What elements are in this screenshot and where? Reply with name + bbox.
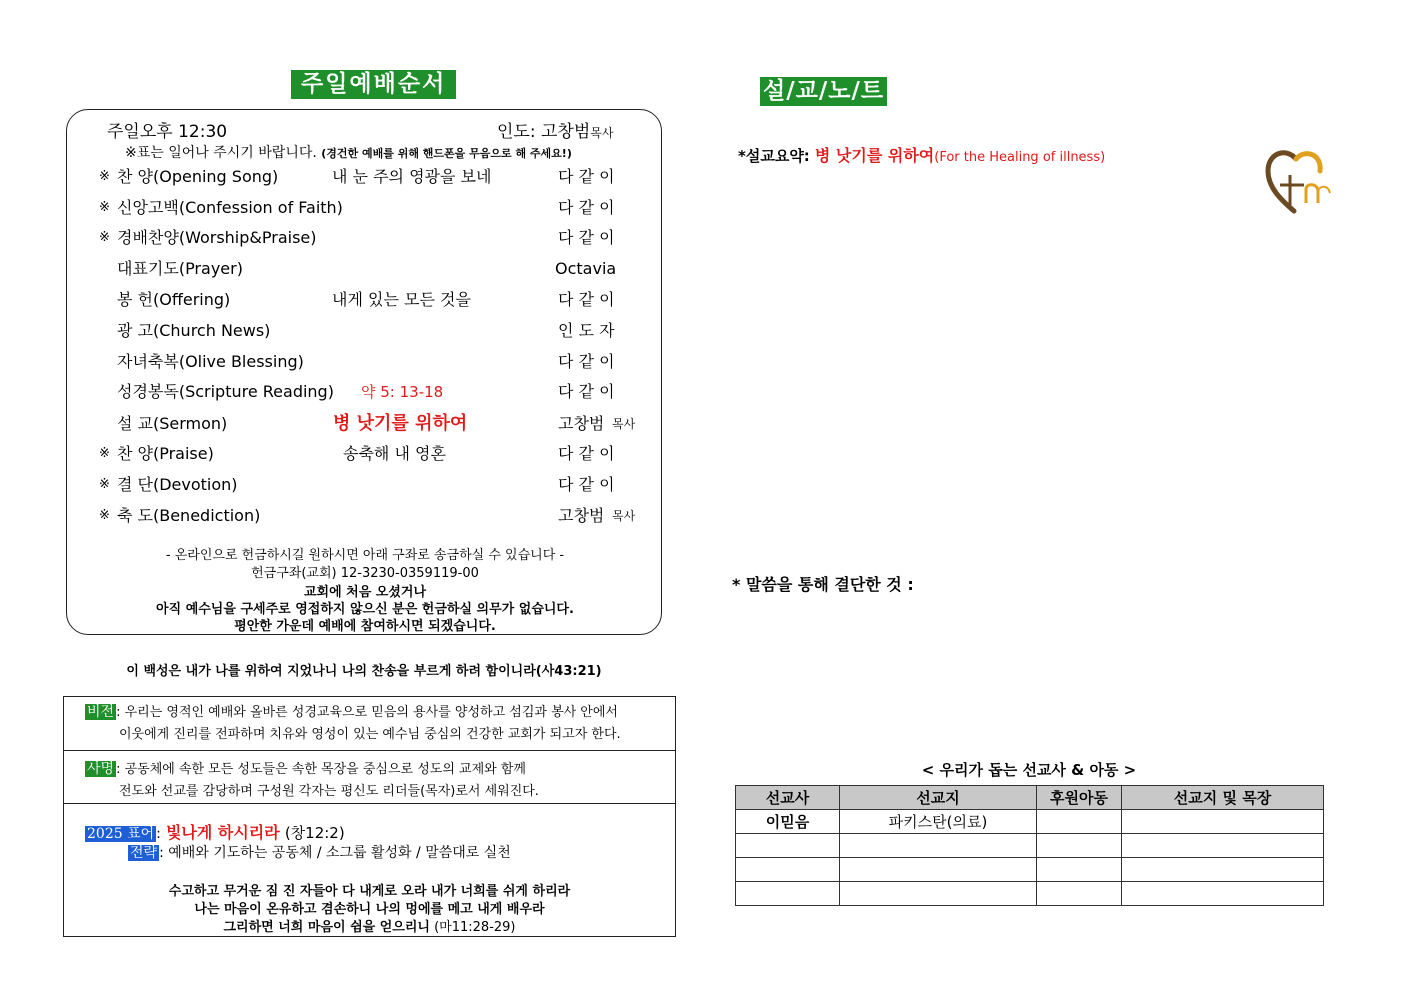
motto-ref: (창12:2) [284, 824, 345, 842]
order-item [67, 257, 663, 281]
first-visit-line-2: 아직 예수님을 구세주로 영접하지 않으신 분은 헌금하실 의무가 없습니다. [156, 602, 574, 617]
order-item-leader: 다 같 이 [558, 167, 615, 186]
closing-text-3: 그리하면 너희 마음이 쉼을 얻으리니 [223, 920, 430, 935]
missionary-table-wrap [735, 785, 1324, 906]
order-item-name: 찬 양(Opening Song) [117, 167, 279, 186]
order-item-leader: 다 같 이 [558, 290, 615, 309]
table-cell [1122, 882, 1324, 906]
first-visit-line-1: 교회에 처음 오셨거나 [303, 585, 427, 600]
strategy-label: 전략 [130, 845, 158, 861]
order-item-leader: 다 같 이 [558, 382, 615, 401]
missionary-title: < 우리가 돕는 선교사 & 아동 > [921, 761, 1137, 779]
order-item [67, 288, 663, 312]
order-item-detail: 내게 있는 모든 것을 [332, 290, 471, 309]
table-cell [1037, 810, 1122, 834]
motto-label: 2025 표어 [87, 826, 155, 842]
standing-mark: ※ [99, 200, 110, 215]
standing-mark: ※ [99, 446, 110, 461]
order-item-name: 경배찬양(Worship&Praise) [117, 228, 317, 247]
order-item-name: 봉 헌(Offering) [117, 290, 231, 309]
standing-mark: ※ [99, 169, 110, 184]
order-item [67, 350, 663, 374]
table-cell [736, 858, 840, 882]
order-item-name: 찬 양(Praise) [117, 444, 214, 463]
mission-line-2: 전도와 선교를 감당하며 구성원 각자는 평신도 리더들(목자)로서 세워진다. [119, 784, 539, 799]
table-header-row [736, 786, 1324, 810]
order-item-detail: 약 5: 13-18 [361, 383, 444, 401]
motto-colon: : [156, 826, 161, 842]
order-item-leader: Octavia [555, 259, 617, 278]
order-item-name: 자녀축복(Olive Blessing) [117, 352, 304, 371]
summary-en: (For the Healing of illness) [934, 150, 1106, 165]
vision-line-1 [85, 701, 618, 721]
table-cell [1122, 834, 1324, 858]
table-cell [840, 882, 1037, 906]
table-cell [1122, 810, 1324, 834]
order-item-leader: 고창범 [558, 414, 605, 433]
col-field-and-mokjang: 선교지 및 목장 [1122, 786, 1324, 810]
order-item-detail: 병 낫기를 위하여 [333, 413, 468, 434]
vision-label: 비전 [87, 704, 115, 720]
motto-line [85, 820, 345, 843]
table-cell: 이믿음 [736, 810, 840, 834]
stand-note: ※표는 일어나 주시기 바랍니다. [125, 145, 317, 161]
summary-title: 병 낫기를 위하여 [814, 146, 935, 165]
stand-note-line [125, 142, 572, 162]
standing-mark: ※ [99, 508, 110, 523]
key-verse: 이 백성은 내가 나를 위하여 지었나니 나의 찬송을 부르게 하려 함이니라(사43:21) [126, 664, 602, 679]
sermon-summary [738, 143, 1105, 166]
strategy-text: : 예배와 기도하는 공동체 / 소그룹 활성화 / 말씀대로 실천 [159, 845, 511, 861]
vision-line-2: 이웃에게 진리를 전파하며 치유와 영성이 있는 예수님 중심의 건강한 교회가 되고자 한다. [119, 727, 621, 742]
table-row [736, 810, 1324, 834]
order-item [67, 412, 663, 436]
table-cell [1122, 858, 1324, 882]
closing-ref: (마11:28-29) [434, 920, 516, 935]
first-visit-line-3: 평안한 가운데 예배에 참여하시면 되겠습니다. [234, 619, 496, 634]
table-row [736, 882, 1324, 906]
order-item-leader: 고창범 [558, 506, 605, 525]
strategy-line [128, 842, 511, 862]
table-cell: 파키스탄(의료) [840, 810, 1037, 834]
table-cell [1037, 834, 1122, 858]
leader [497, 117, 613, 142]
order-item-leader: 다 같 이 [558, 444, 615, 463]
phone-note: (경건한 예배를 위해 핸드폰을 무음으로 해 주세요!) [321, 147, 572, 160]
order-item-leader: 인 도 자 [558, 321, 615, 340]
table-row [736, 834, 1324, 858]
order-item [67, 473, 663, 497]
online-note: - 온라인으로 헌금하시길 원하시면 아래 구좌로 송금하실 수 있습니다 - [165, 548, 565, 563]
table-cell [840, 834, 1037, 858]
worship-order-box [66, 109, 662, 635]
vision-box [63, 696, 676, 751]
order-item-detail: 송축해 내 영혼 [343, 444, 446, 463]
leader-name: 고창범 [540, 122, 591, 142]
order-item-name: 성경봉독(Scripture Reading) [117, 382, 334, 401]
order-item-leader: 다 같 이 [558, 228, 615, 247]
order-item [67, 226, 663, 250]
closing-line-2: 나는 마음이 온유하고 겸손하니 나의 멍에를 메고 내게 배우라 [194, 902, 545, 917]
mission-box [63, 750, 676, 804]
order-item-name: 축 도(Benediction) [117, 506, 261, 525]
order-item [67, 165, 663, 189]
order-item [67, 196, 663, 220]
motto-text: 빛나게 하시리라 [165, 823, 280, 842]
order-item [67, 319, 663, 343]
worship-order-title: 주일예배순서 [291, 70, 456, 99]
order-item-leader-suffix: 목사 [612, 417, 636, 431]
order-item-name: 설 교(Sermon) [117, 414, 228, 433]
table-cell [840, 858, 1037, 882]
col-mission-field: 선교지 [840, 786, 1037, 810]
standing-mark: ※ [99, 477, 110, 492]
church-logo-icon [1262, 145, 1334, 215]
vision-text-1: : 우리는 영적인 예배와 올바른 성경교육으로 믿음의 용사를 양성하고 섬김과 봉사 안에서 [116, 705, 618, 720]
table-cell [1037, 882, 1122, 906]
mission-label: 사명 [87, 761, 115, 777]
summary-label: *설교요약: [738, 147, 810, 165]
order-item [67, 380, 663, 404]
order-item-leader: 다 같 이 [558, 198, 615, 217]
closing-line-1: 수고하고 무거운 짐 진 자들아 다 내게로 오라 내가 너희를 쉬게 하리라 [168, 884, 571, 899]
order-item-leader: 다 같 이 [558, 475, 615, 494]
order-item-name: 대표기도(Prayer) [117, 259, 243, 278]
sermon-note-title: 설/교/노/트 [760, 77, 887, 106]
motto-box [63, 803, 676, 937]
decision-label: * 말씀을 통해 결단한 것 : [732, 575, 914, 594]
table-cell [736, 882, 840, 906]
closing-line-3 [64, 916, 675, 935]
table-cell [1037, 858, 1122, 882]
order-item-leader-suffix: 목사 [612, 509, 636, 523]
order-item-detail: 내 눈 주의 영광을 보네 [332, 167, 492, 186]
order-item-leader: 다 같 이 [558, 352, 615, 371]
table-cell [736, 834, 840, 858]
account: 헌금구좌(교회) 12-3230-0359119-00 [251, 566, 479, 581]
table-row [736, 858, 1324, 882]
service-time: 주일오후 12:30 [107, 122, 228, 142]
col-missionary: 선교사 [736, 786, 840, 810]
mission-line-1 [85, 758, 526, 778]
mission-text-1: : 공동체에 속한 모든 성도들은 속한 목장을 중심으로 성도의 교제와 함께 [116, 762, 526, 777]
leader-label: 인도: [497, 122, 536, 142]
order-item-name: 결 단(Devotion) [117, 475, 238, 494]
order-item [67, 504, 663, 528]
order-item-name: 신앙고백(Confession of Faith) [117, 198, 343, 217]
missionary-table [735, 785, 1324, 906]
order-item [67, 442, 663, 466]
leader-suffix: 목사 [590, 126, 614, 140]
standing-mark: ※ [99, 230, 110, 245]
col-sponsored-child: 후원아동 [1037, 786, 1122, 810]
order-item-name: 광 고(Church News) [117, 321, 271, 340]
